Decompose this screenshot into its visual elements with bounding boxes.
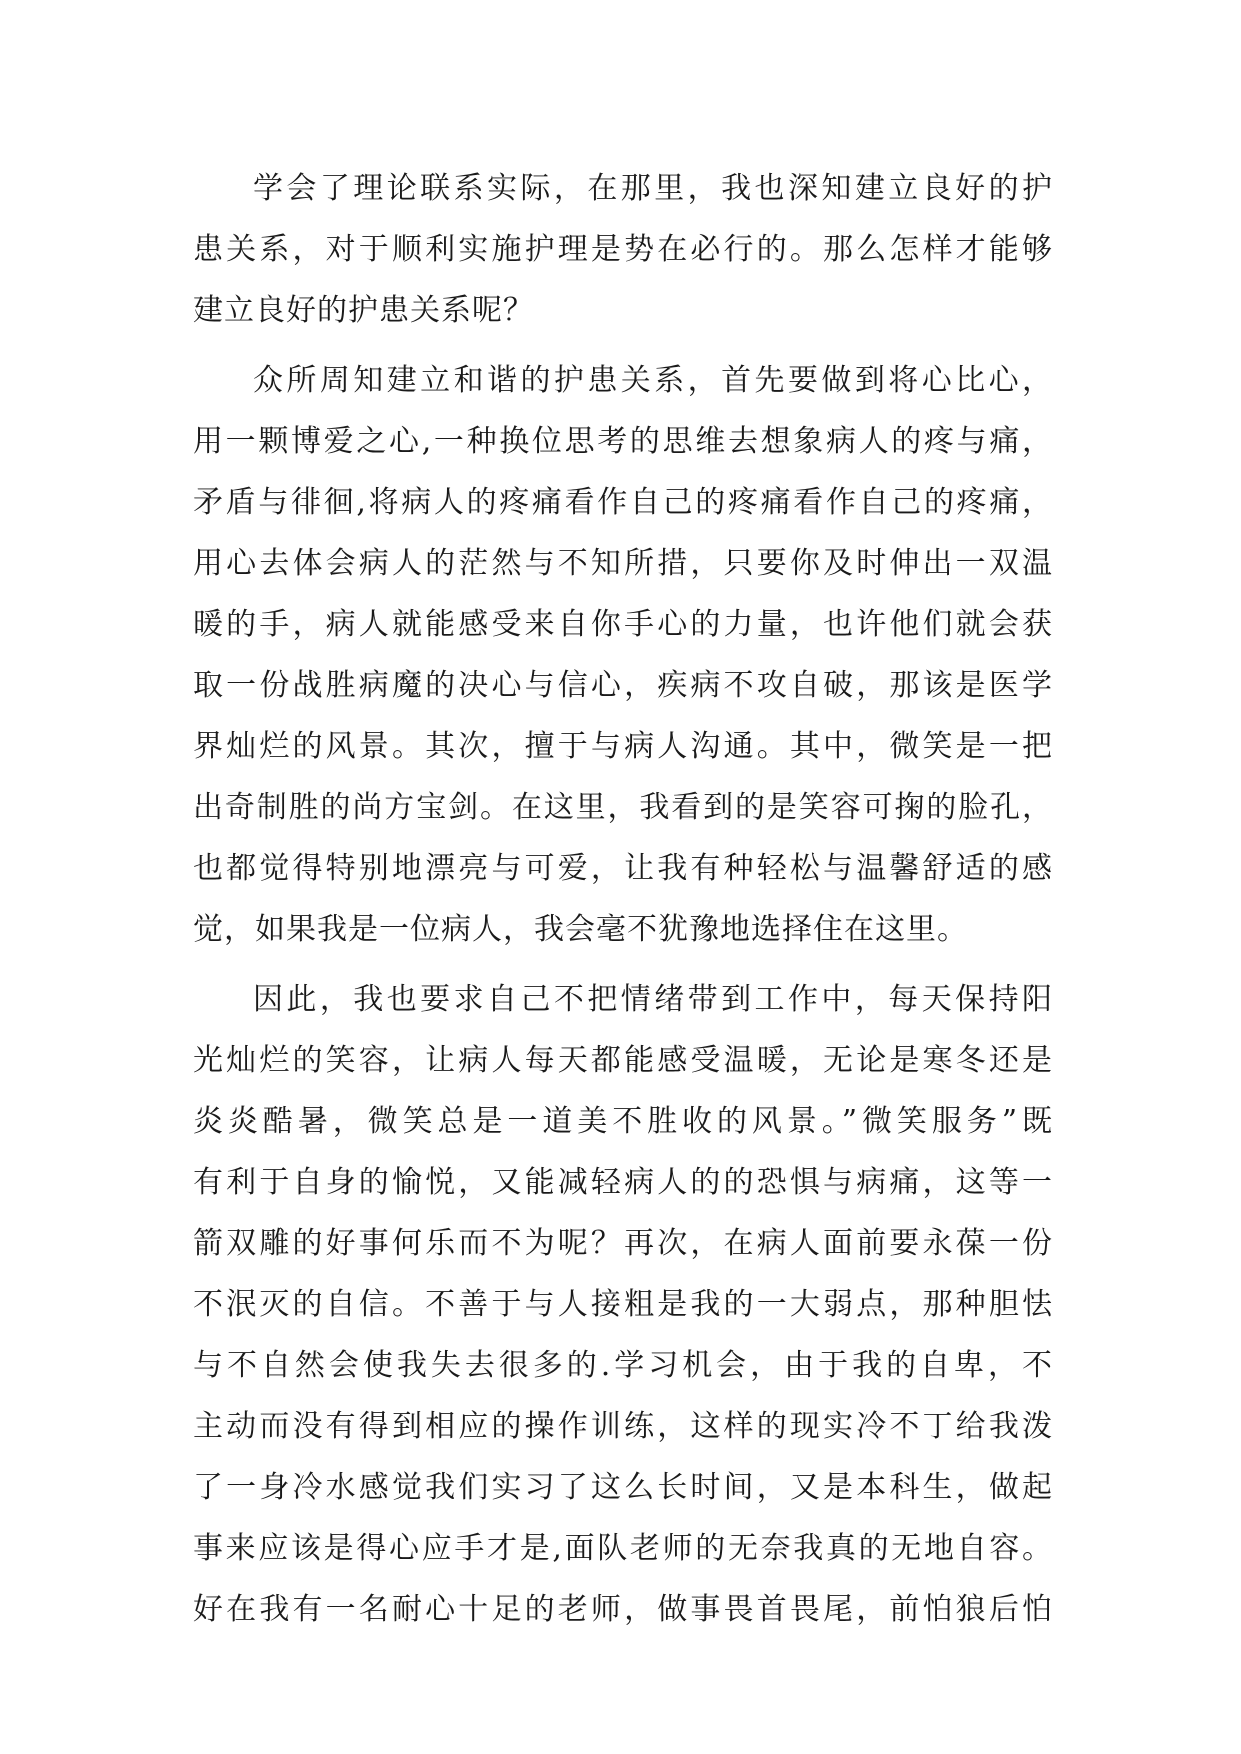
text-line: 光灿烂的笑容，让病人每天都能感受温暖，无论是寒冬还是 [193,1043,1053,1078]
text-line: 取一份战胜病魔的决心与信心，疾病不攻自破，那该是医学 [193,668,1053,703]
text-line: 用一颗博爱之心,一种换位思考的思维去想象病人的疼与痛， [193,424,1053,459]
text-line: 有利于自身的愉悦，又能减轻病人的的恐惧与病痛，这等一 [193,1165,1053,1200]
text-line: 觉，如果我是一位病人，我会毫不犹豫地选择住在这里。 [193,912,968,947]
text-line: 用心去体会病人的茫然与不知所措，只要你及时伸出一双温 [193,546,1053,581]
body-text [193,158,1053,1640]
text-line: 因此，我也要求自己不把情绪带到工作中，每天保持阳 [253,982,1053,1017]
text-line: 众所周知建立和谐的护患关系，首先要做到将心比心， [253,363,1053,398]
text-line: 患关系，对于顺利实施护理是势在必行的。那么怎样才能够 [193,232,1053,267]
text-line: 主动而没有得到相应的操作训练，这样的现实冷不丁给我泼 [193,1409,1053,1444]
text-line: 出奇制胜的尚方宝剑。在这里，我看到的是笑容可掬的脸孔， [193,790,1053,825]
text-line: 矛盾与徘徊,将病人的疼痛看作自己的疼痛看作自己的疼痛， [193,485,1053,520]
text-line: 学会了理论联系实际，在那里，我也深知建立良好的护 [253,171,1053,206]
text-line: 界灿烂的风景。其次，擅于与病人沟通。其中，微笑是一把 [193,729,1053,764]
text-line: 不泯灭的自信。不善于与人接粗是我的一大弱点，那种胆怯 [193,1287,1053,1322]
text-line: 也都觉得特别地漂亮与可爱，让我有种轻松与温馨舒适的感 [193,851,1053,886]
text-line: 建立良好的护患关系呢？ [193,293,534,328]
text-line: 与不自然会使我失去很多的.学习机会，由于我的自卑，不 [193,1348,1053,1383]
text-line: 箭双雕的好事何乐而不为呢？再次，在病人面前要永葆一份 [193,1226,1053,1261]
text-line: 了一身冷水感觉我们实习了这么长时间，又是本科生，做起 [193,1470,1053,1505]
text-line: 暖的手，病人就能感受来自你手心的力量，也许他们就会获 [193,607,1053,642]
text-line: 好在我有一名耐心十足的老师，做事畏首畏尾，前怕狼后怕 [193,1592,1053,1627]
text-line: 事来应该是得心应手才是,面队老师的无奈我真的无地自容。 [193,1531,1053,1566]
text-line: 炎炎酷暑，微笑总是一道美不胜收的风景。”微笑服务”既 [193,1104,1053,1139]
